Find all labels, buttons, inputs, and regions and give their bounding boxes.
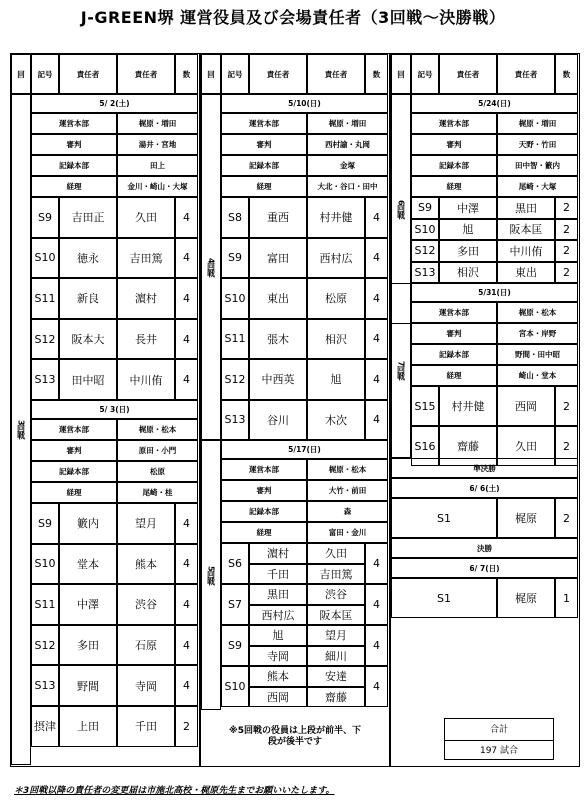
match-count: 4 [175,238,198,279]
total-label: 合計 [445,723,553,741]
header-code: 記号 [221,54,249,94]
total-value: 197 試合 [479,746,519,756]
staff-name: 松原 [117,461,198,482]
staff-name: 梶原・松本 [117,419,198,440]
match-count: 2 [555,240,578,262]
staff-name: 田中智・籔内 [497,155,578,176]
header-count: 数 [175,54,198,94]
match-count: 4 [175,197,198,238]
match-person-a: 多田 [439,240,497,262]
match-person-b: 東出 [497,262,555,284]
page-title: J-GREEN堺 運営役員及び会場責任者（3回戦～決勝戦） [80,8,506,27]
match-code: 摂津 [31,706,59,747]
match-count: 4 [365,278,388,319]
staff-name: 原田・小門 [117,440,198,461]
semi-count: 2 [555,498,578,538]
match-person-b: 旭 [307,359,365,400]
match-person-b: 久田 [117,197,175,238]
match-person-b: 千田 [117,706,175,747]
match-code: S9 [31,197,59,238]
staff-role: 審判 [221,134,307,155]
semi-final-title: 準決勝 [391,458,578,478]
match-code: S16 [411,426,439,466]
staff-role: 運営本部 [31,419,117,440]
match-person-b: 木次 [307,400,365,441]
match-code: S13 [31,665,59,706]
match-person-b: 黒田 [497,197,555,219]
staff-role: 経理 [411,365,497,386]
match-person-b: 中川侑 [497,240,555,262]
total-box [444,718,554,760]
match-person-a: 村井健 [439,386,497,426]
semi-final-date: 6/ 6(土) [391,478,578,498]
match-person-b: 久田 [497,426,555,466]
match-person-a-second: 西村広 [249,605,307,626]
match-person-b-first: 久田 [307,543,365,564]
match-count: 4 [365,400,388,441]
final-date: 6/ 7(日) [391,558,578,578]
match-code: S6 [221,543,249,584]
match-person-a-second: 西岡 [249,687,307,708]
staff-name: 大竹・前田 [307,480,388,501]
header-resp-a: 責任者 [59,54,117,94]
header-count: 数 [555,54,578,94]
staff-role: 記録本部 [31,155,117,176]
match-code: S13 [221,400,249,441]
match-code: S9 [221,625,249,666]
final-count: 1 [555,578,578,618]
staff-role: 審判 [221,480,307,501]
staff-role: 経理 [221,176,307,197]
staff-role: 経理 [411,176,497,197]
match-person-b: 渋谷 [117,584,175,625]
match-code: S10 [31,544,59,585]
match-code: S11 [31,278,59,319]
match-person-a: 齋藤 [439,426,497,466]
header-resp-a: 責任者 [249,54,307,94]
final-title: 決勝 [391,538,578,558]
header-round: 回 [11,54,31,94]
footer-note: ＊3回戦以降の責任者の変更届は市施北高校・梶原先生までお願いいたします。 [14,786,335,796]
match-person-b-first: 安達 [307,666,365,687]
match-code: S9 [221,238,249,279]
staff-name: 梶原・増田 [117,113,198,134]
staff-name: 森 [307,501,388,522]
match-code: S12 [221,359,249,400]
round-label-3: 3回戦 [11,94,31,765]
staff-role: 記録本部 [411,155,497,176]
date-5-24: 5/24(日) [411,94,578,113]
match-person-a: 田中昭 [59,359,117,400]
match-count: 2 [555,197,578,219]
match-person-a: 谷川 [249,400,307,441]
match-count: 4 [365,319,388,360]
match-code: S13 [411,262,439,284]
staff-name: 田上 [117,155,198,176]
staff-name: 大北・谷口・田中 [307,176,388,197]
match-person-b-second: 阪本匡 [307,605,365,626]
staff-name: 梶原・松本 [497,302,578,323]
match-count: 4 [365,666,388,707]
match-person-b: 西村広 [307,238,365,279]
match-person-a: 籔内 [59,503,117,544]
match-person-a-first: 熊本 [249,666,307,687]
match-count: 4 [365,238,388,279]
match-count: 4 [175,359,198,400]
staff-name: 崎山・堂本 [497,365,578,386]
header-code: 記号 [31,54,59,94]
staff-role: 記録本部 [221,501,307,522]
match-count: 4 [365,359,388,400]
match-person-a: 新良 [59,278,117,319]
match-person-b-second: 吉田篤 [307,564,365,585]
staff-name: 富田・金川 [307,522,388,543]
match-person-a-first: 黒田 [249,584,307,605]
match-person-a: 東出 [249,278,307,319]
match-count: 2 [555,262,578,284]
staff-role: 経理 [31,482,117,503]
match-person-a-first: 旭 [249,625,307,646]
match-count: 2 [555,386,578,426]
round-label-5: 5回戦 [201,440,221,710]
match-count: 4 [175,278,198,319]
match-code: S12 [31,319,59,360]
staff-role: 記録本部 [411,344,497,365]
staff-role: 運営本部 [221,113,307,134]
column-6th-final-round [390,53,580,767]
match-person-a: 徳永 [59,238,117,279]
match-person-b-second: 細川 [307,646,365,667]
match-person-a: 富田 [249,238,307,279]
match-count: 2 [175,706,198,747]
round5-note-text: ※5回戦の役員は上段が前半、下段が後半です [228,726,361,747]
semi-name: 梶原 [497,498,555,538]
match-count: 4 [175,319,198,360]
match-code: S10 [221,666,249,707]
staff-name: 天野・竹田 [497,134,578,155]
match-person-a: 中澤 [439,197,497,219]
match-person-a: 野間 [59,665,117,706]
column-3rd-round [10,53,200,767]
match-person-b-first: 望月 [307,625,365,646]
match-count: 4 [175,544,198,585]
match-person-a: 吉田正 [59,197,117,238]
staff-role: 審判 [411,323,497,344]
match-person-a: 旭 [439,219,497,241]
staff-role: 運営本部 [411,113,497,134]
header-count: 数 [365,54,388,94]
staff-name: 尾崎・桂 [117,482,198,503]
match-code: S10 [221,278,249,319]
match-person-b: 西岡 [497,386,555,426]
match-person-b: 阪本匡 [497,219,555,241]
header-resp-a: 責任者 [439,54,497,94]
match-person-b: 石原 [117,625,175,666]
final-code: S1 [391,578,497,618]
match-count: 4 [365,543,388,584]
match-code: S8 [221,197,249,238]
semi-code: S1 [391,498,497,538]
match-person-b: 松原 [307,278,365,319]
match-person-a: 張木 [249,319,307,360]
match-person-b: 村井健 [307,197,365,238]
match-count: 2 [555,426,578,466]
match-code: S11 [221,319,249,360]
staff-name: 野間・田中昭 [497,344,578,365]
match-count: 2 [555,219,578,241]
match-person-a-first: 濵村 [249,543,307,564]
match-person-a: 多田 [59,625,117,666]
match-person-b: 寺岡 [117,665,175,706]
match-person-a-second: 千田 [249,564,307,585]
staff-role: 運営本部 [221,459,307,480]
staff-name: 金塚 [307,155,388,176]
match-person-b: 長井 [117,319,175,360]
date-5-2: 5/ 2(土) [31,94,198,113]
staff-role: 審判 [31,440,117,461]
staff-role: 記録本部 [31,461,117,482]
header-resp-b: 責任者 [497,54,555,94]
match-person-a: 相沢 [439,262,497,284]
staff-name: 西村諭・丸岡 [307,134,388,155]
staff-role: 運営本部 [31,113,117,134]
header-code: 記号 [411,54,439,94]
match-code: S10 [411,219,439,241]
match-count: 4 [365,625,388,666]
match-person-b-first: 渋谷 [307,584,365,605]
match-code: S12 [411,240,439,262]
staff-role: 経理 [221,522,307,543]
round-label-6: 6回戦 [391,94,411,324]
match-count: 4 [365,584,388,625]
final-name: 梶原 [497,578,555,618]
date-5-10: 5/10(日) [221,94,388,113]
staff-role: 審判 [411,134,497,155]
match-person-b: 熊本 [117,544,175,585]
match-code: S15 [411,386,439,426]
match-person-a: 中西英 [249,359,307,400]
match-person-a: 上田 [59,706,117,747]
staff-role: 経理 [31,176,117,197]
staff-name: 梶原・松本 [307,459,388,480]
match-count: 4 [175,584,198,625]
round-label-4: 4回戦 [201,94,221,440]
match-code: S9 [411,197,439,219]
staff-name: 尾崎・大塚 [497,176,578,197]
match-person-b: 吉田篤 [117,238,175,279]
match-person-b-second: 齋藤 [307,687,365,708]
match-code: S7 [221,584,249,625]
staff-role: 運営本部 [411,302,497,323]
header-round: 回 [201,54,221,94]
match-code: S13 [31,359,59,400]
date-5-3: 5/ 3(日) [31,400,198,419]
staff-name: 梶原・増田 [497,113,578,134]
match-person-a-second: 寺岡 [249,646,307,667]
staff-name: 宮本・岸野 [497,323,578,344]
match-code: S10 [31,238,59,279]
round5-note [225,726,365,748]
match-person-a: 阪本大 [59,319,117,360]
match-count: 4 [175,625,198,666]
round-label-7: 7回戦 [391,283,411,458]
header-round: 回 [391,54,411,94]
staff-name: 梶原・増田 [307,113,388,134]
column-4th-5th-round [200,53,390,767]
header-resp-b: 責任者 [117,54,175,94]
match-person-b: 濵村 [117,278,175,319]
match-count: 4 [365,197,388,238]
header-resp-b: 責任者 [307,54,365,94]
match-code: S12 [31,625,59,666]
match-person-a: 重西 [249,197,307,238]
staff-name: 金川・崎山・大塚 [117,176,198,197]
staff-role: 審判 [31,134,117,155]
match-count: 4 [175,503,198,544]
match-person-b: 相沢 [307,319,365,360]
match-code: S9 [31,503,59,544]
match-code: S11 [31,584,59,625]
match-person-a: 中澤 [59,584,117,625]
match-person-b: 望月 [117,503,175,544]
date-5-17: 5/17(日) [221,440,388,459]
match-person-a: 堂本 [59,544,117,585]
staff-role: 記録本部 [221,155,307,176]
date-5-31: 5/31(日) [411,283,578,302]
match-person-b: 中川侑 [117,359,175,400]
match-count: 4 [175,665,198,706]
staff-name: 湯井・宮地 [117,134,198,155]
